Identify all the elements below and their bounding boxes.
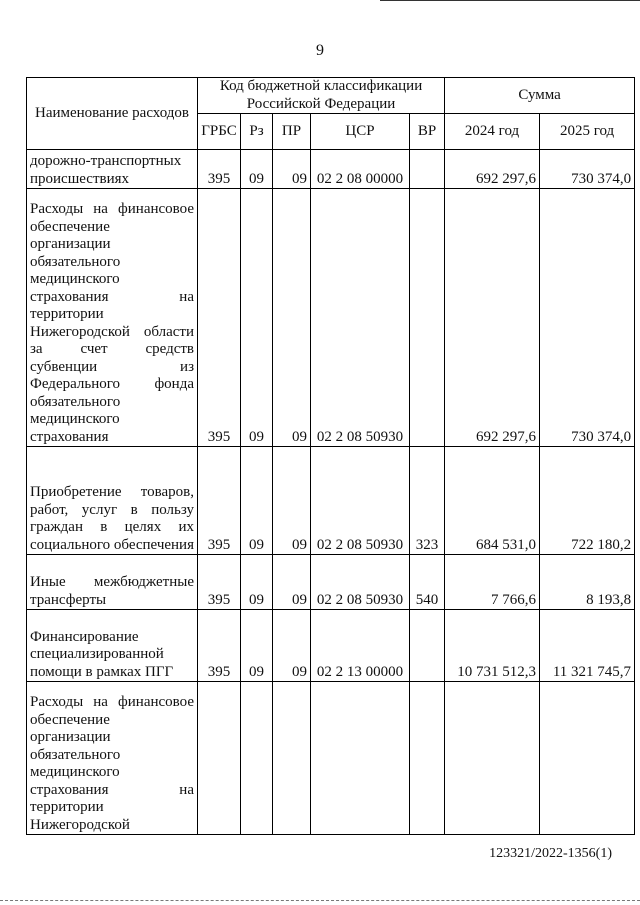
table-row (27, 189, 635, 447)
row-vr (410, 150, 445, 189)
row-csr: 02 2 08 50930 (311, 555, 410, 610)
row-2024: 692 297,6 (445, 189, 540, 447)
row-name: дорожно-транспортных происшествиях (27, 150, 198, 189)
row-2024: 7 766,6 (445, 555, 540, 610)
table-row (27, 610, 635, 682)
header-code-group: Код бюджетной классификации Российской Федерации (198, 78, 445, 114)
row-2025 (540, 682, 635, 835)
header-csr: ЦСР (311, 114, 410, 150)
row-2024: 10 731 512,3 (445, 610, 540, 682)
row-csr: 02 2 13 00000 (311, 610, 410, 682)
row-rz (241, 682, 273, 835)
row-vr (410, 189, 445, 447)
budget-table (26, 77, 635, 835)
row-pr: 09 (273, 447, 311, 555)
table-row (27, 150, 635, 189)
document-id: 123321/2022-1356(1) (489, 846, 612, 861)
row-csr: 02 2 08 50930 (311, 189, 410, 447)
row-grbs: 395 (198, 447, 241, 555)
row-csr: 02 2 08 50930 (311, 447, 410, 555)
row-rz: 09 (241, 447, 273, 555)
row-vr (410, 682, 445, 835)
row-grbs: 395 (198, 150, 241, 189)
row-rz: 09 (241, 555, 273, 610)
row-name: Расходы на финансовое обеспечение организации обязательного медицинского страхования на территории Нижегородской (27, 682, 198, 835)
row-grbs: 395 (198, 189, 241, 447)
table-row (27, 555, 635, 610)
row-vr: 323 (410, 447, 445, 555)
top-edge-line (380, 0, 640, 1)
header-sum-group: Сумма (445, 78, 635, 114)
header-name: Наименование расходов (27, 78, 198, 150)
row-grbs: 395 (198, 555, 241, 610)
row-pr: 09 (273, 189, 311, 447)
row-2025: 8 193,8 (540, 555, 635, 610)
row-2024: 684 531,0 (445, 447, 540, 555)
row-pr: 09 (273, 610, 311, 682)
row-grbs: 395 (198, 610, 241, 682)
row-vr (410, 610, 445, 682)
header-vr: ВР (410, 114, 445, 150)
row-2024 (445, 682, 540, 835)
row-2025: 730 374,0 (540, 189, 635, 447)
header-2024: 2024 год (445, 114, 540, 150)
row-2024: 692 297,6 (445, 150, 540, 189)
row-rz: 09 (241, 189, 273, 447)
row-grbs (198, 682, 241, 835)
row-pr: 09 (273, 150, 311, 189)
table-row (27, 682, 635, 835)
row-pr: 09 (273, 555, 311, 610)
row-pr (273, 682, 311, 835)
row-2025: 722 180,2 (540, 447, 635, 555)
header-rz: Рз (241, 114, 273, 150)
header-grbs: ГРБС (198, 114, 241, 150)
row-name: Приобретение товаров, работ, услуг в пользу граждан в целях их социального обеспечения (27, 447, 198, 555)
page-number: 9 (316, 42, 324, 59)
row-name: Иные межбюджетные трансферты (27, 555, 198, 610)
row-rz: 09 (241, 150, 273, 189)
row-vr: 540 (410, 555, 445, 610)
row-csr: 02 2 08 00000 (311, 150, 410, 189)
header-2025: 2025 год (540, 114, 635, 150)
row-2025: 730 374,0 (540, 150, 635, 189)
row-2025: 11 321 745,7 (540, 610, 635, 682)
header-row-1 (27, 78, 635, 114)
bottom-edge-line (0, 900, 640, 902)
header-pr: ПР (273, 114, 311, 150)
row-rz: 09 (241, 610, 273, 682)
table-row (27, 447, 635, 555)
row-name: Расходы на финансовое обеспечение организации обязательного медицинского страхования на территории Нижегородской области за счет средств субвенции из Федерального фонда обязательного медицинского страхования (27, 189, 198, 447)
row-name: Финансирование специализированной помощи в рамках ПГГ (27, 610, 198, 682)
row-csr (311, 682, 410, 835)
